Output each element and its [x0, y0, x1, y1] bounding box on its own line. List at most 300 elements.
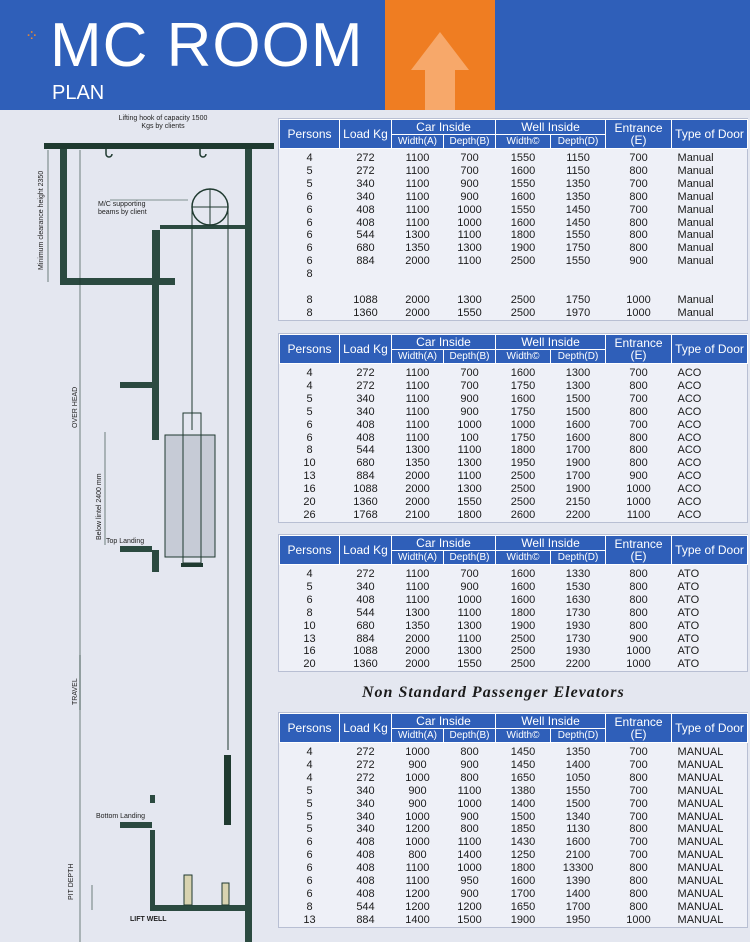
table-cell: 1900 [510, 913, 536, 926]
table-cell: 6 [306, 593, 313, 606]
table-cell: 900 [408, 758, 427, 771]
table-row [280, 432, 748, 445]
table-cell: 8 [306, 444, 313, 457]
table-cell: 1500 [510, 810, 536, 823]
table-cell: 1400 [565, 758, 591, 771]
table-cell: 1100 [626, 508, 651, 521]
table-cell: 2500 [510, 645, 536, 658]
elevator-table-manual [278, 118, 748, 321]
table-cell: 800 [629, 190, 648, 203]
table-cell: 1600 [510, 580, 536, 593]
table-cell: 1100 [457, 632, 482, 645]
mc-beams-label: M/C supporting beams by client [98, 201, 147, 216]
table-cell: 700 [629, 177, 648, 190]
table-cell: 1100 [405, 203, 430, 216]
table-cell: 680 [356, 242, 375, 255]
col-well-inside: Well Inside [496, 714, 606, 729]
table-cell: 2000 [405, 255, 430, 268]
non-standard-heading: Non Standard Passenger Elevators [362, 684, 625, 701]
col-well-inside: Well Inside [496, 536, 606, 551]
table-row [280, 268, 748, 281]
table-cell: 2000 [405, 496, 430, 509]
table-row [280, 798, 748, 811]
table-cell: 700 [629, 797, 648, 810]
table-cell: 1088 [353, 645, 378, 658]
col-load: Load Kg [340, 335, 392, 364]
table-cell: 2000 [405, 483, 430, 496]
table-cell: 1650 [510, 900, 536, 913]
col-depth-d: Depth(D) [551, 551, 606, 565]
col-width-a: Width(A) [392, 729, 444, 743]
table-row [280, 658, 748, 671]
table-row [280, 901, 748, 914]
table-cell: 4 [306, 379, 313, 392]
table-cell: 1700 [565, 444, 591, 457]
table-cell: 1100 [405, 177, 430, 190]
col-well-inside: Well Inside [496, 120, 606, 135]
table-row [280, 242, 748, 255]
table-cell: 1100 [405, 418, 430, 431]
table-cell: 1600 [510, 593, 536, 606]
table-cell: 700 [629, 746, 648, 758]
table-cell: 408 [356, 862, 375, 875]
table-cell: 6 [306, 242, 313, 255]
table-cell: 2100 [405, 508, 430, 521]
table-cell: Manual [677, 242, 714, 255]
table-cell: 2000 [405, 632, 430, 645]
table-cell: 1400 [457, 849, 482, 862]
table-cell: 1100 [457, 836, 482, 849]
table-cell: 1500 [457, 913, 482, 926]
col-door: Type of Door [672, 335, 748, 364]
table-cell: 800 [629, 229, 648, 242]
table-row [280, 419, 748, 432]
table-cell: 700 [629, 203, 648, 216]
table-cell: 1800 [510, 606, 536, 619]
table-cell: 2500 [510, 632, 536, 645]
up-arrow-banner [385, 0, 495, 110]
table-cell [340, 268, 392, 281]
table-cell: 1360 [353, 658, 378, 671]
table-cell: 1100 [405, 164, 430, 177]
col-entrance: Entrance (E) [606, 714, 672, 743]
table-cell: 4 [306, 152, 313, 164]
table-cell: 1300 [405, 606, 430, 619]
table-cell: 8 [306, 268, 313, 281]
elevator-table-ato [278, 534, 748, 672]
table-row [280, 594, 748, 607]
col-depth-d: Depth(D) [551, 135, 606, 149]
col-entrance: Entrance (E) [606, 536, 672, 565]
table-cell: 1000 [457, 216, 482, 229]
table-cell: 5 [306, 810, 313, 823]
table-cell: 8 [306, 306, 313, 319]
table-cell: 1430 [510, 836, 536, 849]
table-row [280, 914, 748, 927]
table-row [280, 888, 748, 901]
table-cell: 1800 [457, 508, 482, 521]
table-row [280, 862, 748, 875]
table-cell: 1500 [565, 797, 591, 810]
table-cell: ACO [677, 457, 702, 470]
table-cell: 1300 [565, 367, 591, 379]
table-cell: ATO [677, 606, 700, 619]
table-cell [444, 268, 496, 281]
table-cell: Manual [677, 177, 714, 190]
table-cell: 4 [306, 568, 313, 580]
table-cell: 5 [306, 823, 313, 836]
table-cell: 1850 [510, 823, 536, 836]
table-cell: 800 [629, 593, 648, 606]
table-cell: 1800 [510, 862, 536, 875]
table-cell: 2150 [565, 496, 591, 509]
table-cell: 1970 [565, 306, 591, 319]
table-cell: 1768 [353, 508, 378, 521]
table-cell: 1300 [565, 379, 591, 392]
table-cell: 2100 [565, 849, 591, 862]
table-cell: 2500 [510, 293, 536, 306]
table-cell: 1100 [457, 470, 482, 483]
table-cell: 13 [303, 632, 316, 645]
table-cell: ACO [677, 508, 702, 521]
table-cell [672, 268, 748, 281]
table-cell: 900 [460, 392, 479, 405]
table-row [280, 255, 748, 268]
col-car-inside: Car Inside [392, 536, 496, 551]
table-cell: 1300 [457, 242, 482, 255]
table-cell: 1400 [510, 797, 536, 810]
table-cell: 5 [306, 164, 313, 177]
table-cell: 544 [356, 229, 375, 242]
table-cell: 1000 [626, 496, 651, 509]
table-cell: 800 [460, 771, 479, 784]
table-cell: 544 [356, 900, 375, 913]
table-cell: 900 [460, 177, 479, 190]
table-cell: 1550 [565, 784, 591, 797]
col-width-c: Width© [496, 551, 551, 565]
col-persons: Persons [280, 335, 340, 364]
table-cell: 408 [356, 593, 375, 606]
table-cell: Manual [677, 190, 714, 203]
table-cell: 6 [306, 887, 313, 900]
table-cell: 1750 [565, 242, 591, 255]
table-cell: 1450 [510, 758, 536, 771]
table-cell: 1600 [565, 418, 591, 431]
table-cell: ACO [677, 405, 702, 418]
table-cell: 1100 [405, 580, 430, 593]
table-cell: ACO [677, 496, 702, 509]
table-cell: 900 [460, 580, 479, 593]
table-cell: 408 [356, 431, 375, 444]
col-car-inside: Car Inside [392, 120, 496, 135]
page-title: MC ROOM [50, 11, 364, 80]
col-depth-b: Depth(B) [444, 551, 496, 565]
table-cell: Manual [677, 306, 714, 319]
table-cell: 900 [408, 797, 427, 810]
table-cell: MANUAL [677, 887, 724, 900]
table-cell: 1088 [353, 483, 378, 496]
table-cell: 700 [629, 418, 648, 431]
table-row [280, 307, 748, 320]
col-depth-d: Depth(D) [551, 729, 606, 743]
table-cell: 340 [356, 405, 375, 418]
pit-depth-label: PIT DEPTH [68, 863, 75, 900]
table-cell: 1350 [565, 177, 591, 190]
table-row [280, 759, 748, 772]
table-cell: 1100 [457, 255, 482, 268]
table-cell: ACO [677, 483, 702, 496]
table-row [280, 294, 748, 307]
table-cell: 1550 [457, 306, 482, 319]
table-cell: 408 [356, 418, 375, 431]
table-cell: 884 [356, 913, 375, 926]
table-cell [606, 268, 672, 281]
table-cell: 8 [306, 293, 313, 306]
table-cell: 900 [629, 470, 648, 483]
table-cell: 340 [356, 810, 375, 823]
table-cell: 544 [356, 444, 375, 457]
table-cell [606, 281, 672, 294]
table-cell: MANUAL [677, 836, 724, 849]
table-cell: ACO [677, 367, 702, 379]
table-cell: MANUAL [677, 849, 724, 862]
table-cell: 1100 [405, 367, 430, 379]
table-cell: 1630 [565, 593, 591, 606]
table-cell: 1000 [405, 746, 430, 758]
table-row [280, 380, 748, 393]
table-cell: 2000 [405, 645, 430, 658]
table-cell: 800 [629, 164, 648, 177]
table-row [280, 457, 748, 470]
col-width-c: Width© [496, 135, 551, 149]
table-cell: 800 [629, 823, 648, 836]
table-cell: 1000 [457, 593, 482, 606]
table-cell: 1200 [405, 900, 430, 913]
table-cell: 1000 [405, 836, 430, 849]
table-cell: 2200 [565, 508, 591, 521]
table-cell: 340 [356, 823, 375, 836]
table-row [280, 875, 748, 888]
table-cell: 1000 [510, 418, 536, 431]
table-cell: 1350 [405, 242, 430, 255]
table-cell: 2000 [405, 658, 430, 671]
table-cell: 4 [306, 771, 313, 784]
table-cell: 1100 [405, 568, 430, 580]
table-cell: 900 [460, 405, 479, 418]
table-cell: 800 [629, 457, 648, 470]
table-cell: 16 [303, 483, 316, 496]
table-cell: 1550 [565, 255, 591, 268]
table-cell: 900 [460, 887, 479, 900]
col-door: Type of Door [672, 536, 748, 565]
col-load: Load Kg [340, 120, 392, 149]
table-cell: 800 [460, 746, 479, 758]
table-cell: 900 [460, 758, 479, 771]
table-cell: 1700 [565, 470, 591, 483]
table-cell [392, 281, 444, 294]
table-cell: 20 [303, 496, 316, 509]
col-car-inside: Car Inside [392, 335, 496, 350]
table-cell: 800 [629, 606, 648, 619]
table-cell [444, 281, 496, 294]
col-entrance: Entrance (E) [606, 120, 672, 149]
table-cell: 1600 [565, 431, 591, 444]
table-cell: 2000 [405, 306, 430, 319]
table-cell: 800 [629, 431, 648, 444]
table-row [280, 149, 748, 165]
table-cell: 340 [356, 190, 375, 203]
table-cell: 800 [629, 887, 648, 900]
table-cell: 16 [303, 645, 316, 658]
table-cell: 1000 [626, 658, 651, 671]
table-cell: ATO [677, 658, 700, 671]
table-row [280, 483, 748, 496]
table-cell: 2500 [510, 658, 536, 671]
table-cell: 1800 [510, 229, 536, 242]
table-cell: 10 [303, 619, 316, 632]
table-cell: 800 [629, 862, 648, 875]
table-cell: 1300 [457, 293, 482, 306]
top-landing-label: Top Landing [106, 538, 145, 545]
table-cell: 700 [629, 152, 648, 164]
table-cell: 408 [356, 836, 375, 849]
col-well-inside: Well Inside [496, 335, 606, 350]
table-cell: 1330 [565, 568, 591, 580]
table-cell: ATO [677, 593, 700, 606]
table-cell: 700 [629, 392, 648, 405]
table-cell: 13 [303, 470, 316, 483]
table-cell: Manual [677, 293, 714, 306]
table-cell: 1300 [405, 229, 430, 242]
table-cell: 5 [306, 392, 313, 405]
table-cell: MANUAL [677, 758, 724, 771]
table-cell: ATO [677, 632, 700, 645]
table-cell: Manual [677, 152, 714, 164]
table-cell: 680 [356, 457, 375, 470]
table-cell: 1000 [626, 645, 651, 658]
table-cell: 1100 [457, 606, 482, 619]
table-cell: 1100 [405, 152, 430, 164]
table-cell: 1600 [510, 392, 536, 405]
table-cell: 700 [629, 758, 648, 771]
col-persons: Persons [280, 120, 340, 149]
table-row [280, 444, 748, 457]
table-cell: ATO [677, 619, 700, 632]
table-cell: 2500 [510, 496, 536, 509]
col-persons: Persons [280, 714, 340, 743]
table-cell: 6 [306, 216, 313, 229]
table-cell: 1100 [457, 229, 482, 242]
table-cell: 340 [356, 784, 375, 797]
table-cell: 800 [460, 823, 479, 836]
table-cell: 4 [306, 746, 313, 758]
table-cell: 272 [356, 164, 375, 177]
table-cell: 1360 [353, 306, 378, 319]
table-row [280, 607, 748, 620]
table-cell: 1800 [510, 444, 536, 457]
table-cell: 1550 [457, 658, 482, 671]
table-cell: 408 [356, 875, 375, 888]
table-cell: 700 [629, 784, 648, 797]
table-cell: 6 [306, 849, 313, 862]
table-cell: 272 [356, 152, 375, 164]
lift-well-label: LIFT WELL [130, 916, 167, 923]
table-cell: 4 [306, 367, 313, 379]
table-cell: 408 [356, 216, 375, 229]
table-row [280, 470, 748, 483]
table-cell: 6 [306, 862, 313, 875]
table-cell: 5 [306, 177, 313, 190]
table-cell: 800 [629, 900, 648, 913]
col-load: Load Kg [340, 536, 392, 565]
col-width-a: Width(A) [392, 135, 444, 149]
table-cell: 340 [356, 797, 375, 810]
table-row [280, 281, 748, 294]
table-cell: 884 [356, 632, 375, 645]
table-cell: 1350 [405, 619, 430, 632]
table-cell: 1000 [457, 797, 482, 810]
col-width-a: Width(A) [392, 350, 444, 364]
table-cell: 1950 [565, 913, 591, 926]
table-cell: 2500 [510, 483, 536, 496]
col-car-inside: Car Inside [392, 714, 496, 729]
table-cell: 6 [306, 190, 313, 203]
table-cell: 1050 [565, 771, 591, 784]
table-cell: 26 [303, 508, 316, 521]
table-cell: 1000 [626, 293, 651, 306]
table-cell [672, 281, 748, 294]
table-cell: 1550 [510, 203, 536, 216]
table-cell: 6 [306, 203, 313, 216]
table-cell: 1000 [626, 913, 651, 926]
table-cell: 1100 [457, 444, 482, 457]
table-cell: 6 [306, 255, 313, 268]
table-cell: 1200 [405, 887, 430, 900]
table-cell: 800 [629, 580, 648, 593]
table-cell: 1300 [457, 483, 482, 496]
table-cell: 408 [356, 849, 375, 862]
table-cell: 1200 [457, 900, 482, 913]
table-row [280, 811, 748, 824]
table-cell: MANUAL [677, 913, 724, 926]
table-cell: 800 [629, 619, 648, 632]
table-cell: 1350 [405, 457, 430, 470]
travel-label: TRAVEL [72, 678, 79, 705]
table-cell: MANUAL [677, 810, 724, 823]
table-cell [551, 281, 606, 294]
table-cell: 1930 [565, 619, 591, 632]
table-cell: 2000 [405, 470, 430, 483]
table-row [280, 217, 748, 230]
table-cell: 1250 [510, 849, 536, 862]
table-cell: ACO [677, 444, 702, 457]
table-cell: 1000 [457, 203, 482, 216]
table-cell: 700 [629, 836, 648, 849]
table-cell: MANUAL [677, 771, 724, 784]
table-cell: ACO [677, 392, 702, 405]
table-cell: 1450 [510, 746, 536, 758]
table-cell: 900 [460, 810, 479, 823]
table-cell: 1500 [565, 405, 591, 418]
col-width-c: Width© [496, 729, 551, 743]
table-cell: 884 [356, 470, 375, 483]
table-cell: 2500 [510, 470, 536, 483]
table-cell: 1450 [565, 216, 591, 229]
table-cell: 1088 [353, 293, 378, 306]
table-cell: MANUAL [677, 862, 724, 875]
table-cell: 20 [303, 658, 316, 671]
table-cell: 800 [629, 771, 648, 784]
